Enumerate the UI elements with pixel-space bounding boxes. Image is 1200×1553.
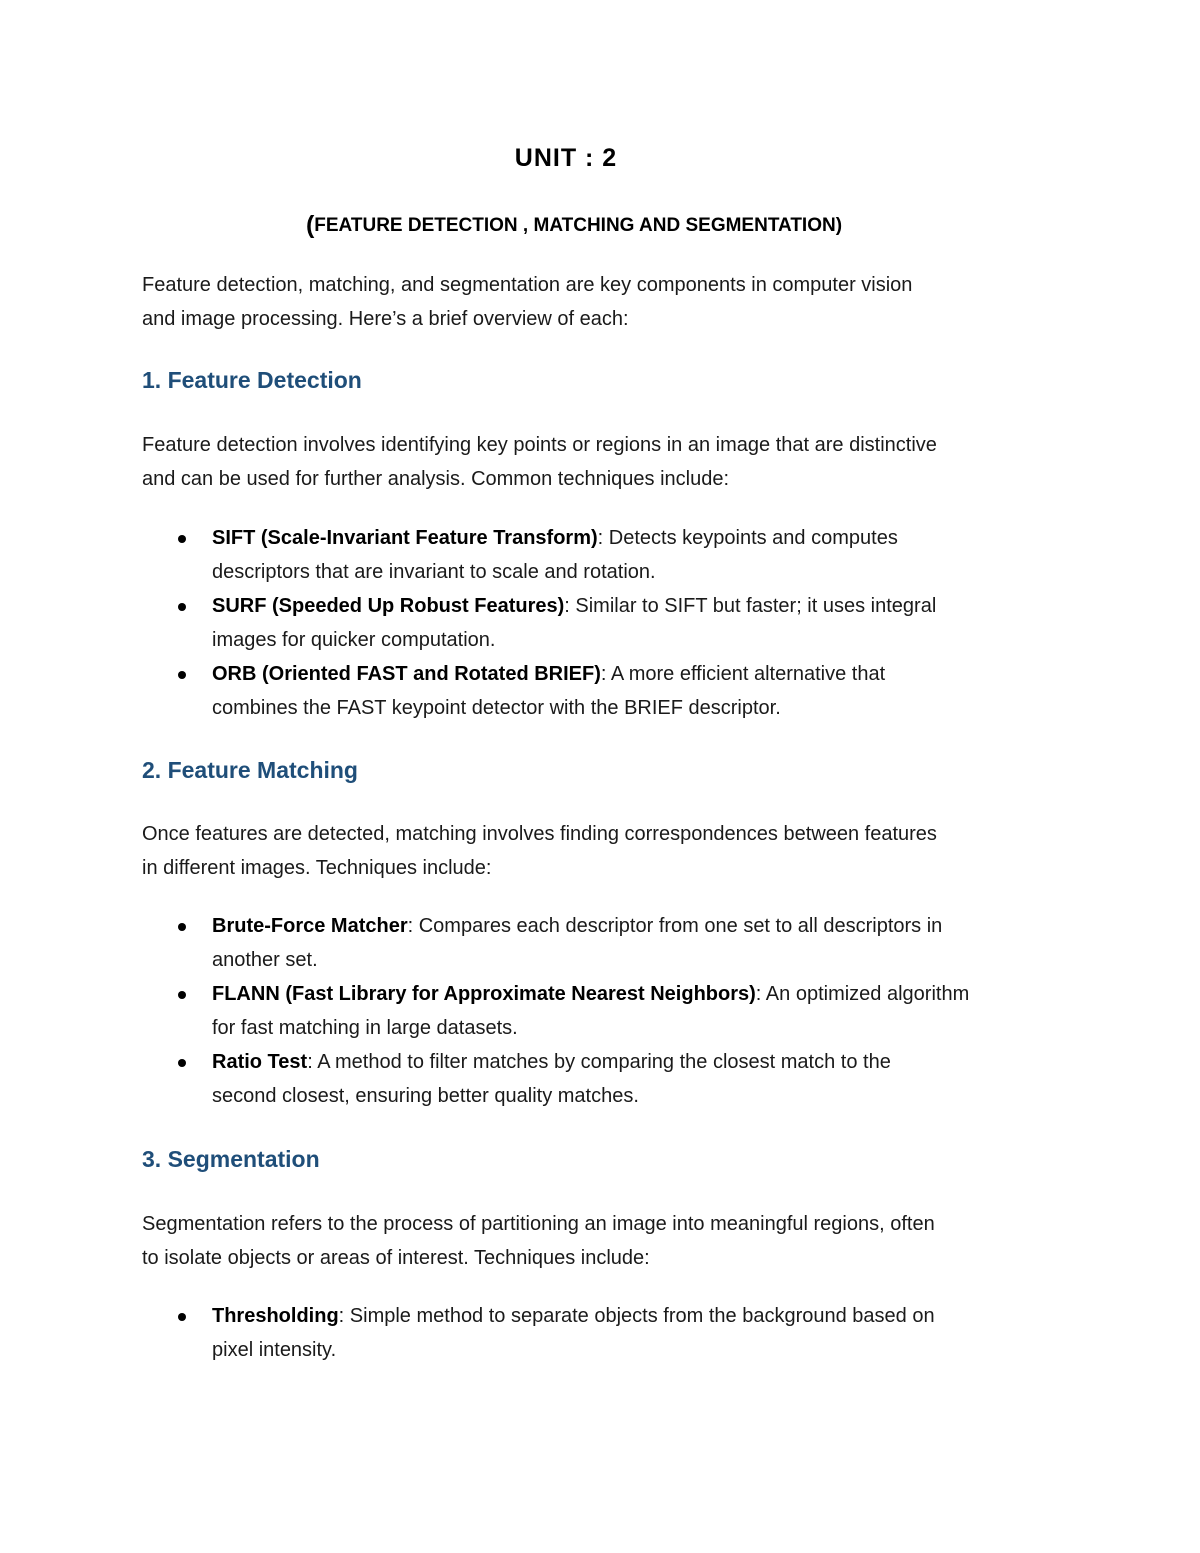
bullet-text: : Compares each descriptor from one set to all descriptors in (407, 915, 943, 937)
bullet-text-continued: pixel intensity. (212, 1339, 337, 1361)
bullet-icon (178, 535, 186, 543)
bullet-term: SURF (Speeded Up Robust Features) (212, 595, 565, 617)
section-heading-feature-detection: 1. Feature Detection (142, 367, 362, 393)
subtitle-text: FEATURE DETECTION , MATCHING AND SEGMENTATION) (314, 215, 843, 236)
bullet-icon (178, 1059, 186, 1067)
bullet-text: : A more efficient alternative that (600, 663, 886, 685)
list-item (142, 977, 1072, 1045)
list-item (142, 909, 1072, 977)
section-2-bullet-list (142, 909, 1072, 1113)
bullet-term: SIFT (Scale-Invariant Feature Transform) (212, 527, 598, 549)
intro-line-2: and image processing. Here’s a brief overview of each: (142, 308, 629, 330)
bullet-text-continued: another set. (212, 949, 318, 971)
list-item (142, 1299, 1072, 1367)
section-3-bullet-list (142, 1299, 1072, 1367)
bullet-text-continued: for fast matching in large datasets. (212, 1017, 518, 1039)
section-3-para-line-1: Segmentation refers to the process of partitioning an image into meaningful regions, often (142, 1213, 935, 1235)
bullet-term: Ratio Test (212, 1051, 308, 1073)
bullet-icon (178, 923, 186, 931)
bullet-term: Thresholding (212, 1305, 339, 1327)
bullet-text: : A method to filter matches by comparing the closest match to the (307, 1051, 891, 1073)
section-heading-segmentation: 3. Segmentation (142, 1146, 320, 1172)
section-1-para-line-1: Feature detection involves identifying key points or regions in an image that are distinctive (142, 434, 937, 456)
list-item (142, 1045, 1072, 1113)
section-1-paragraph (142, 428, 1072, 496)
list-item (142, 657, 1072, 725)
unit-title: UNIT : 2 (514, 144, 618, 172)
section-2-para-line-1: Once features are detected, matching involves finding correspondences between features (142, 823, 937, 845)
bullet-text-continued: second closest, ensuring better quality matches. (212, 1085, 639, 1107)
bullet-text: : Similar to SIFT but faster; it uses integral (564, 595, 937, 617)
section-1-para-line-2: and can be used for further analysis. Common techniques include: (142, 468, 730, 490)
bullet-term: Brute-Force Matcher (212, 915, 408, 937)
list-item (142, 589, 1072, 657)
section-2-para-line-2: in different images. Techniques include: (142, 857, 492, 879)
bullet-icon (178, 603, 186, 611)
section-1-bullet-list (142, 521, 1072, 725)
unit-subtitle (0, 211, 1148, 240)
intro-line-1: Feature detection, matching, and segmentation are key components in computer vision (142, 274, 913, 296)
list-item (142, 521, 1072, 589)
bullet-term: ORB (Oriented FAST and Rotated BRIEF) (212, 663, 601, 685)
bullet-text: : Simple method to separate objects from the background based on (338, 1305, 935, 1327)
bullet-text-continued: descriptors that are invariant to scale and rotation. (212, 561, 656, 583)
section-2-paragraph (142, 817, 1072, 885)
intro-paragraph (142, 268, 1072, 336)
bullet-text: : An optimized algorithm (755, 983, 970, 1005)
bullet-text-continued: combines the FAST keypoint detector with the BRIEF descriptor. (212, 697, 781, 719)
bullet-icon (178, 991, 186, 999)
bullet-term: FLANN (Fast Library for Approximate Nearest Neighbors) (212, 983, 756, 1005)
bullet-icon (178, 1313, 186, 1321)
subtitle-open-paren: ( (305, 211, 315, 239)
section-3-paragraph (142, 1207, 1072, 1275)
bullet-icon (178, 671, 186, 679)
bullet-text: : Detects keypoints and computes (597, 527, 898, 549)
section-3-para-line-2: to isolate objects or areas of interest. Techniques include: (142, 1247, 650, 1269)
section-heading-feature-matching: 2. Feature Matching (142, 757, 358, 783)
bullet-text-continued: images for quicker computation. (212, 629, 496, 651)
